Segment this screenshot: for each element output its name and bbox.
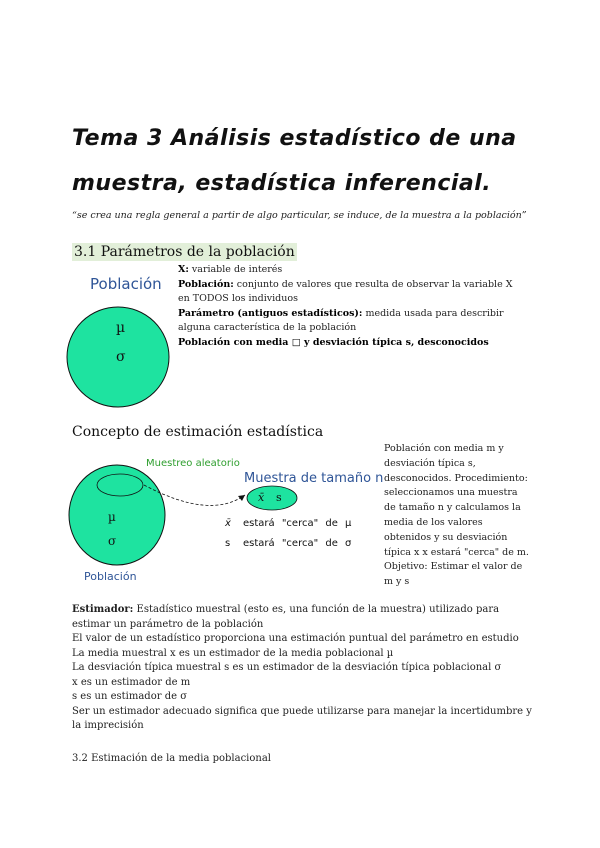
section-heading-text: 3.1 Parámetros de la población bbox=[74, 244, 295, 260]
population-label-2: Población bbox=[84, 570, 137, 583]
def-parametro: Parámetro (antiguos estadísticos): medida usada para describir alguna característica de la población bbox=[178, 307, 504, 333]
sample-ellipse bbox=[247, 486, 297, 510]
mu-symbol-2: µ bbox=[108, 510, 116, 524]
mu-symbol: µ bbox=[116, 320, 126, 336]
section-heading-media: 3.2 Estimación de la media poblacional bbox=[72, 753, 271, 764]
population-label: Población bbox=[90, 275, 162, 293]
sampling-label: Muestreo aleatorio bbox=[146, 458, 240, 469]
sigma-symbol-2: σ bbox=[108, 534, 117, 548]
estimator-line: El valor de un estadístico proporciona una estimación puntual del parámetro en estudio bbox=[72, 633, 519, 644]
section-heading-parametros bbox=[72, 244, 297, 260]
estimator-line: s es un estimador de σ bbox=[72, 691, 188, 702]
estimator-line: La media muestral x es un estimador de la media poblacional µ bbox=[72, 647, 394, 659]
sigma-symbol: σ bbox=[116, 349, 126, 365]
estimator-line: La desviación típica muestral s es un estimador de la desviación típica poblacional σ bbox=[72, 662, 502, 673]
estimator-block bbox=[72, 603, 532, 734]
sample-xbar: x̄ bbox=[258, 491, 265, 504]
arrow-head bbox=[238, 495, 245, 501]
page-title-line-1: Tema 3 Análisis estadístico de una bbox=[72, 126, 517, 151]
estimator-line: x es un estimador de m bbox=[72, 676, 191, 688]
def-poblacion: Población: conjunto de valores que resulta de observar la variable X en TODOS los individuos bbox=[178, 278, 513, 304]
def-poblacion-media: Población con media □ y desviación típica s, desconocidos bbox=[178, 336, 489, 348]
intro-quote: “se crea una regla general a partir de algo particular, se induce, de la muestra a la población” bbox=[72, 210, 527, 221]
estimator-line: Ser un estimador adecuado significa que puede utilizarse para manejar la incertidumbre y la imprecisión bbox=[72, 705, 532, 731]
definitions-block bbox=[178, 263, 518, 350]
page-title-line-2: muestra, estadística inferencial. bbox=[72, 171, 492, 196]
sample-s: s bbox=[276, 491, 282, 504]
estimation-procedure-text: Población con media m y desviación típica s, desconocidos. Procedimiento: seleccionamos una muestra de tamaño n y calculamos la media de los valores obtenidos y su desviación típica x x estará "cerca" de m. Objetivo: Estimar el valor de m y s bbox=[384, 443, 529, 588]
population-ellipse-2 bbox=[69, 465, 165, 565]
estimator-definition: Estimador: Estadístico muestral (esto es, una función de la muestra) utilizado para estimar un parámetro de la población bbox=[72, 604, 500, 630]
estimate-line-sd: s estará "cerca" de σ bbox=[225, 538, 352, 549]
sample-size-label: Muestra de tamaño n bbox=[244, 471, 384, 486]
section-heading-estimacion: Concepto de estimación estadística bbox=[72, 424, 324, 440]
estimate-line-mean: x̄ estará "cerca" de µ bbox=[225, 518, 352, 529]
population-diagram bbox=[62, 272, 174, 412]
def-x: X: variable de interés bbox=[178, 264, 283, 275]
